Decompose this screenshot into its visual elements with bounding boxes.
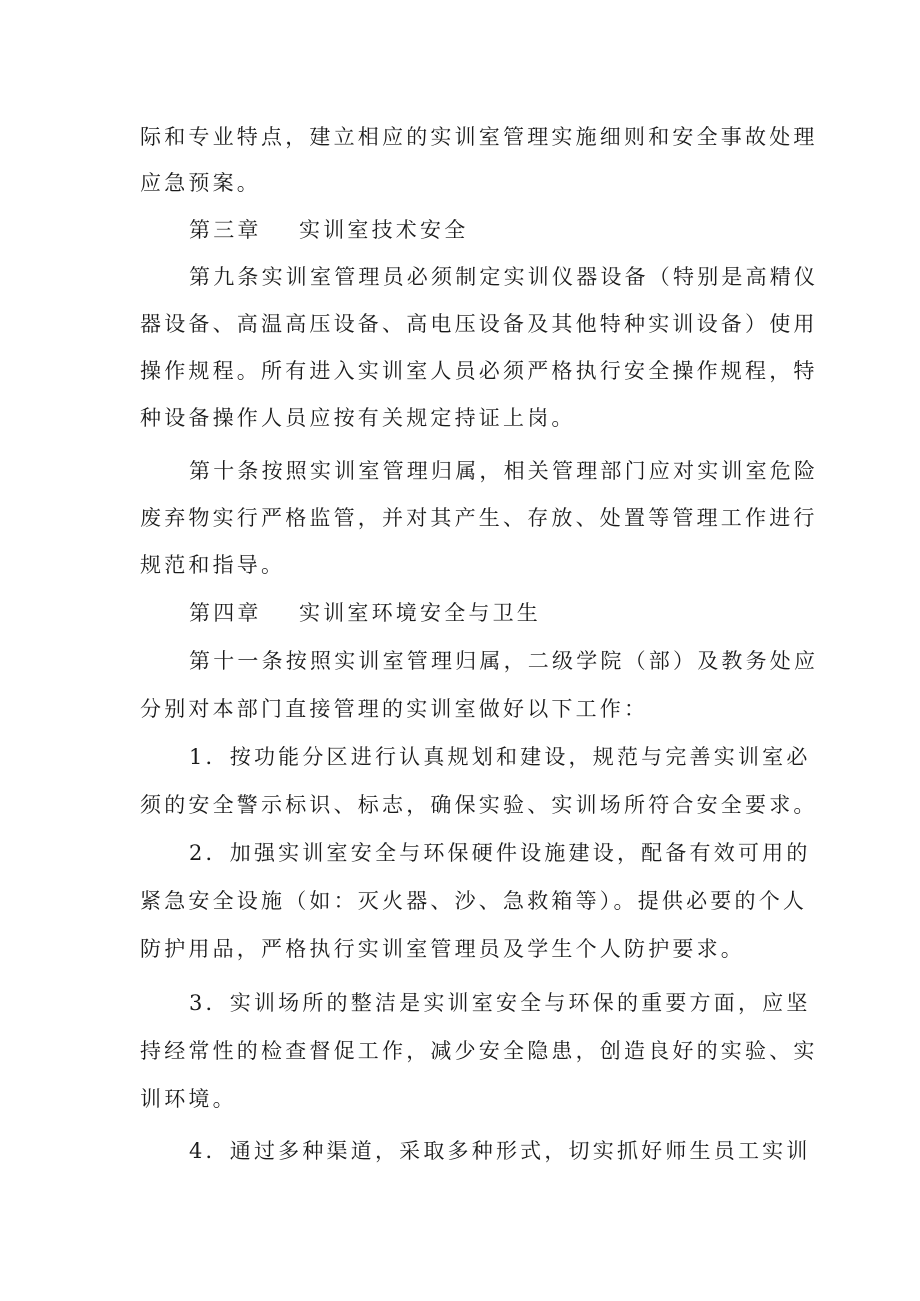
list-item-2-line: 防护用品，严格执行实训室管理员及学生个人防护要求。 [140, 937, 745, 961]
chapter-4-heading [189, 598, 849, 628]
chapter-number: 第三章 [189, 218, 262, 242]
list-item-3-line: 训环境。 [140, 1087, 237, 1111]
article-11-line: 分别对本部门直接管理的实训室做好以下工作： [140, 697, 649, 721]
paragraph-line: 际和专业特点，建立相应的实训室管理实施细则和安全事故处理 [140, 125, 818, 149]
list-item-3-line: 3．实训场所的整洁是实训室安全与环保的重要方面，应坚 [189, 991, 811, 1015]
article-10-line: 第十条按照实训室管理归属，相关管理部门应对实训室危险 [189, 459, 819, 483]
chapter-title: 实训室环境安全与卫生 [299, 601, 541, 625]
list-item-4-line: 4．通过多种渠道，采取多种形式，切实抓好师生员工实训 [189, 1139, 811, 1163]
article-9-line: 第九条实训室管理员必须制定实训仪器设备（特别是高精仪 [189, 265, 819, 289]
chapter-title: 实训室技术安全 [299, 218, 469, 242]
chapter-3-heading [189, 215, 849, 245]
article-11-line: 第十一条按照实训室管理归属，二级学院（部）及教务处应 [189, 649, 819, 673]
article-10-line: 废弃物实行严格监管，并对其产生、存放、处置等管理工作进行 [140, 506, 818, 530]
list-item-2-line: 紧急安全设施（如：灭火器、沙、急救箱等）。提供必要的个人 [140, 889, 808, 913]
article-9-line: 器设备、高温高压设备、高电压设备及其他特种实训设备）使用 [140, 312, 818, 336]
article-9-line: 种设备操作人员应按有关规定持证上岗。 [140, 406, 576, 430]
list-item-1-line: 1．按功能分区进行认真规划和建设，规范与完善实训室必 [189, 745, 811, 769]
chapter-number: 第四章 [189, 601, 262, 625]
list-item-2-line: 2．加强实训室安全与环保硬件设施建设，配备有效可用的 [189, 841, 811, 865]
paragraph-line: 应急预案。 [140, 171, 261, 195]
article-10-line: 规范和指导。 [140, 553, 286, 577]
list-item-3-line: 持经常性的检查督促工作，减少安全隐患，创造良好的实验、实 [140, 1039, 818, 1063]
article-9-line: 操作规程。所有进入实训室人员必须严格执行安全操作规程，特 [140, 359, 818, 383]
list-item-1-line: 须的安全警示标识、标志，确保实验、实训场所符合安全要求。 [140, 793, 818, 817]
